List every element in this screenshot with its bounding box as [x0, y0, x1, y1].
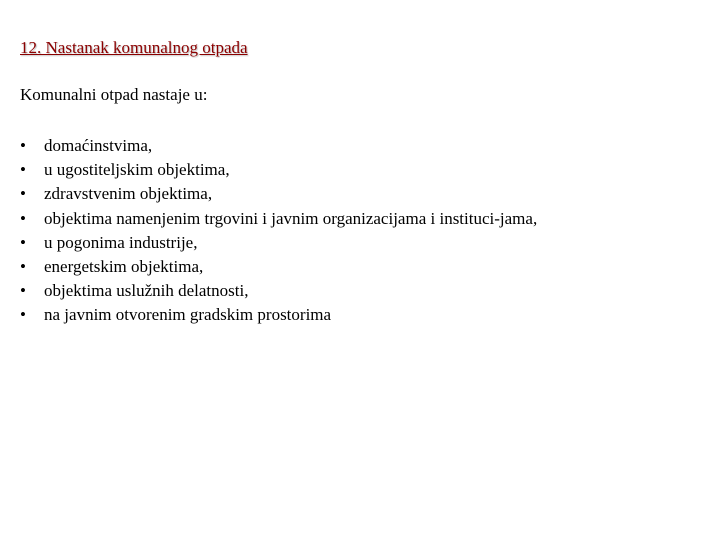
bullet-text: u pogonima industrije, — [44, 232, 198, 252]
bullet-text: objektima namenjenim trgovini i javnim organizacijama i instituci-jama, — [44, 208, 538, 228]
bullet-icon: • — [20, 281, 26, 301]
intro-text: Komunalni otpad nastaje u: — [20, 85, 208, 104]
bullet-text: energetskim objektima, — [44, 256, 204, 276]
bullet-text: objektima uslužnih delatnosti, — [44, 281, 249, 301]
bullet-text: na javnim otvorenim gradskim prostorima — [44, 305, 332, 325]
bullet-icon: • — [20, 305, 26, 325]
bullet-item-1 — [20, 134, 537, 158]
bullet-text: zdravstvenim objektima, — [44, 184, 213, 204]
bullet-item-3 — [20, 182, 537, 206]
bullet-item-5 — [20, 231, 537, 255]
bullet-text: u ugostiteljskim objektima, — [44, 160, 230, 180]
bullet-icon: • — [20, 232, 26, 252]
bullet-list — [20, 134, 537, 328]
bullet-item-2 — [20, 158, 537, 182]
bullet-item-8 — [20, 303, 537, 327]
bullet-icon: • — [20, 136, 26, 155]
bullet-icon: • — [20, 208, 26, 228]
slide-title: 12. Nastanak komunalnog otpada — [20, 38, 248, 57]
bullet-item-7 — [20, 279, 537, 303]
bullet-text: domaćinstvima, — [44, 136, 153, 155]
bullet-icon: • — [20, 160, 26, 180]
bullet-item-4 — [20, 207, 537, 231]
bullet-item-6 — [20, 255, 537, 279]
bullet-icon: • — [20, 256, 26, 276]
bullet-icon: • — [20, 184, 26, 204]
